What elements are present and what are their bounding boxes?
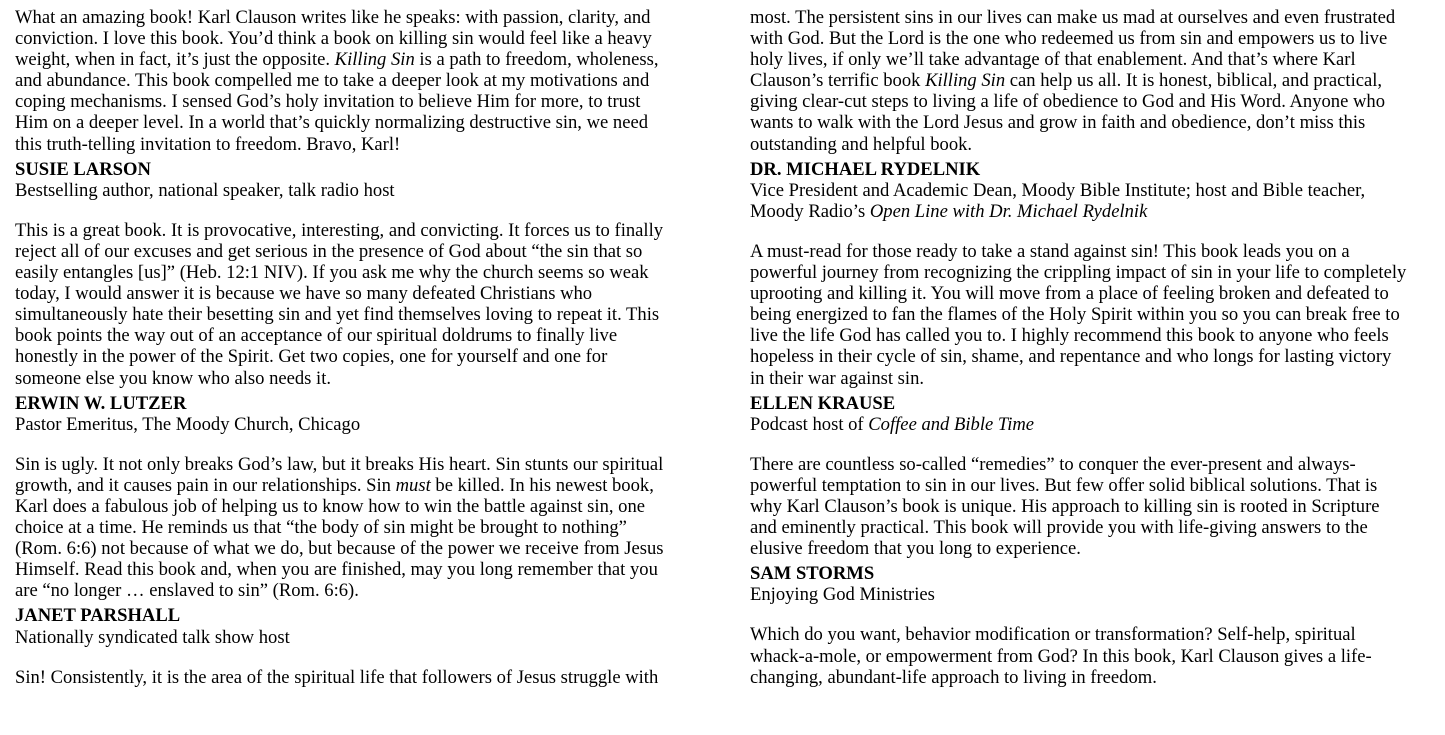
text-run: this truth-telling invitation to freedom. Bravo, Karl! <box>15 133 401 155</box>
text-run: hopeless in their cycle of sin, shame, and repentance and who longs for lasting victory <box>750 346 1392 368</box>
text-line <box>15 414 715 435</box>
text-run: uprooting and killing it. You will move from a place of feeling broken and defeated to <box>750 283 1389 305</box>
text-run: wants to walk with the Lord Jesus and grow in faith and obedience, don’t miss this <box>750 112 1366 134</box>
text-line <box>750 646 1440 667</box>
italic-title: must <box>395 474 431 496</box>
text-run: being energized to fan the flames of the Holy Spirit within you so you can break free to <box>750 304 1400 326</box>
text-line <box>750 180 1440 201</box>
text-line <box>15 304 715 325</box>
italic-title: Killing Sin <box>334 49 415 71</box>
text-run: Podcast host of <box>750 413 869 435</box>
endorser-role <box>15 180 715 201</box>
italic-title: Killing Sin <box>925 70 1006 92</box>
spacer <box>15 201 715 220</box>
text-run: Him on a deeper level. In a world that’s quickly normalizing destructive sin, we need <box>15 112 649 134</box>
text-line <box>750 304 1440 325</box>
text-line <box>750 134 1440 155</box>
spacer <box>750 222 1440 241</box>
endorsement-quote <box>15 667 715 688</box>
text-line <box>15 627 715 648</box>
text-run: Moody Radio’s <box>750 200 870 222</box>
text-run: powerful journey from recognizing the crippling impact of sin in your life to completely <box>750 262 1407 284</box>
text-line <box>15 180 715 201</box>
text-run: and eminently practical. This book will provide you with life-giving answers to the <box>750 517 1368 539</box>
text-run: Nationally syndicated talk show host <box>15 626 290 648</box>
italic-title: Open Line with Dr. Michael Rydelnik <box>869 200 1148 222</box>
text-run: Bestselling author, national speaker, talk radio host <box>15 179 395 201</box>
text-run: be killed. In his newest book, <box>430 474 654 496</box>
text-run: What an amazing book! Karl Clauson writes like he speaks: with passion, clarity, and <box>15 7 651 28</box>
text-run: Vice President and Academic Dean, Moody Bible Institute; host and Bible teacher, <box>750 179 1366 201</box>
text-run: elusive freedom that you long to experience. <box>750 538 1081 560</box>
text-run: are “no longer … enslaved to sin” (Rom. 6:6). <box>15 580 359 602</box>
text-line <box>15 7 715 28</box>
text-run: changing, abundant-life approach to living in freedom. <box>750 666 1157 688</box>
text-line <box>750 241 1440 262</box>
text-run: Which do you want, behavior modification or transformation? Self-help, spiritual <box>750 624 1356 646</box>
text-run: reject all of our excuses and get serious in the presence of God about “the sin that so <box>15 240 643 262</box>
text-run: honestly in the power of the Spirit. Get two copies, one for yourself and one for <box>15 346 608 368</box>
text-line <box>15 580 715 601</box>
text-run: is a path to freedom, wholeness, <box>414 49 659 71</box>
endorsement-quote <box>750 241 1440 389</box>
text-line <box>750 70 1440 91</box>
text-line <box>750 346 1440 367</box>
text-run: Sin is ugly. It not only breaks God’s law, but it breaks His heart. Sin stunts our spiritual <box>15 453 664 475</box>
text-run: weight, when in fact, it’s just the opposite. <box>15 49 335 71</box>
text-run: Sin! Consistently, it is the area of the spiritual life that followers of Jesus struggle with <box>15 666 659 688</box>
text-line <box>750 538 1440 559</box>
text-line <box>15 475 715 496</box>
text-line <box>750 7 1440 28</box>
text-line <box>15 325 715 346</box>
text-run: whack-a-mole, or empowerment from God? In this book, Karl Clauson gives a life- <box>750 645 1372 667</box>
text-run: coping mechanisms. I sensed God’s holy invitation to believe Him for more, to trust <box>15 91 641 113</box>
spacer <box>15 435 715 454</box>
text-line <box>15 134 715 155</box>
text-run: easily entangles [us]” (Heb. 12:1 NIV). If you ask me why the church seems so weak <box>15 262 649 284</box>
text-line <box>750 28 1440 49</box>
text-run: Pastor Emeritus, The Moody Church, Chicago <box>15 413 361 435</box>
text-run: powerful temptation to sin in our lives. But few offer solid biblical solutions. That is <box>750 474 1378 496</box>
left-column <box>15 7 715 688</box>
text-run: giving clear-cut steps to living a life of obedience to God and His Word. Anyone who <box>750 91 1386 113</box>
text-run: choice at a time. He reminds us that “the body of sin might be brought to nothing” <box>15 517 627 539</box>
endorsement-quote <box>750 7 1440 155</box>
text-run: book points the way out of an acceptance of our spiritual doldrums to finally live <box>15 325 618 347</box>
text-run: live the life God has called you to. I highly recommend this book to anyone who feels <box>750 325 1389 347</box>
text-line <box>750 496 1440 517</box>
text-run: There are countless so-called “remedies” to conquer the ever-present and always- <box>750 453 1356 475</box>
text-line <box>15 112 715 133</box>
text-line <box>750 91 1440 112</box>
text-line <box>750 49 1440 70</box>
text-run: This is a great book. It is provocative, interesting, and convicting. It forces us to finally <box>15 219 664 241</box>
endorser-name: JANET PARSHALL <box>15 605 181 627</box>
italic-title: Coffee and Bible Time <box>868 413 1035 435</box>
text-run: A must-read for those ready to take a stand against sin! This book leads you on a <box>750 240 1350 262</box>
text-run: in their war against sin. <box>750 367 925 389</box>
endorser-name: SAM STORMS <box>750 563 875 585</box>
text-run: why Karl Clauson’s book is unique. His approach to killing sin is rooted in Scripture <box>750 495 1380 517</box>
text-line <box>750 624 1440 645</box>
text-run: holy lives, if only we’ll take advantage of that enablement. And that’s where Karl <box>750 49 1356 71</box>
text-line <box>750 112 1440 133</box>
text-line <box>750 201 1440 222</box>
text-run: conviction. I love this book. You’d think a book on killing sin would feel like a heavy <box>15 28 652 50</box>
endorsement-quote <box>15 454 715 602</box>
text-run: someone else you know who also needs it. <box>15 367 332 389</box>
text-line <box>15 496 715 517</box>
text-line <box>750 584 1440 605</box>
spacer <box>750 605 1440 624</box>
right-column <box>750 7 1440 688</box>
text-run: (Rom. 6:6) not because of what we do, but because of the power we receive from Jesus <box>15 538 664 560</box>
text-line <box>15 517 715 538</box>
endorser-role <box>15 414 715 435</box>
text-run: most. The persistent sins in our lives can make us mad at ourselves and even frustrated <box>750 7 1396 28</box>
text-run: with God. But the Lord is the one who redeemed us from sin and empowers us to live <box>750 28 1388 50</box>
text-line <box>750 667 1440 688</box>
text-line <box>15 559 715 580</box>
text-line <box>15 454 715 475</box>
text-line <box>750 414 1440 435</box>
text-line <box>750 517 1440 538</box>
text-line <box>15 346 715 367</box>
text-line <box>750 368 1440 389</box>
text-run: growth, and it causes pain in our relationships. Sin <box>15 474 396 496</box>
text-run: today, I would answer it is because we have so many defeated Christians who <box>15 283 593 305</box>
text-run: and abundance. This book compelled me to take a deeper look at my motivations and <box>15 70 650 92</box>
text-run: Himself. Read this book and, when you are finished, may you long remember that you <box>15 559 658 581</box>
text-line <box>15 368 715 389</box>
text-line <box>15 49 715 70</box>
text-line <box>15 667 715 688</box>
text-run: simultaneously hate their besetting sin and yet find themselves loving to repeat it. This <box>15 304 660 326</box>
text-line <box>15 538 715 559</box>
endorser-name: ELLEN KRAUSE <box>750 392 896 414</box>
text-line <box>15 91 715 112</box>
endorser-role <box>750 414 1440 435</box>
text-line <box>750 283 1440 304</box>
text-line <box>15 28 715 49</box>
text-line <box>750 325 1440 346</box>
endorsement-quote <box>750 454 1440 559</box>
endorser-role <box>750 584 1440 605</box>
endorsement-quote <box>15 7 715 155</box>
endorsement-quote <box>750 624 1440 687</box>
text-line <box>750 454 1440 475</box>
text-run: Enjoying God Ministries <box>750 584 935 606</box>
endorser-name: DR. MICHAEL RYDELNIK <box>750 158 981 180</box>
spacer <box>750 435 1440 454</box>
text-line <box>15 220 715 241</box>
text-line <box>750 262 1440 283</box>
spacer <box>15 648 715 667</box>
text-line <box>750 475 1440 496</box>
text-run: Karl does a fabulous job of helping us to know how to win the battle against sin, one <box>15 495 646 517</box>
endorser-role <box>750 180 1440 222</box>
text-line <box>15 241 715 262</box>
text-line <box>15 70 715 91</box>
text-run: Clauson’s terrific book <box>750 70 926 92</box>
text-line <box>15 283 715 304</box>
endorser-name: SUSIE LARSON <box>15 158 151 180</box>
endorser-name: ERWIN W. LUTZER <box>15 392 187 414</box>
text-line <box>15 262 715 283</box>
endorsement-quote <box>15 220 715 389</box>
text-run: outstanding and helpful book. <box>750 133 973 155</box>
endorser-role <box>15 627 715 648</box>
text-run: can help us all. It is honest, biblical, and practical, <box>1005 70 1383 92</box>
